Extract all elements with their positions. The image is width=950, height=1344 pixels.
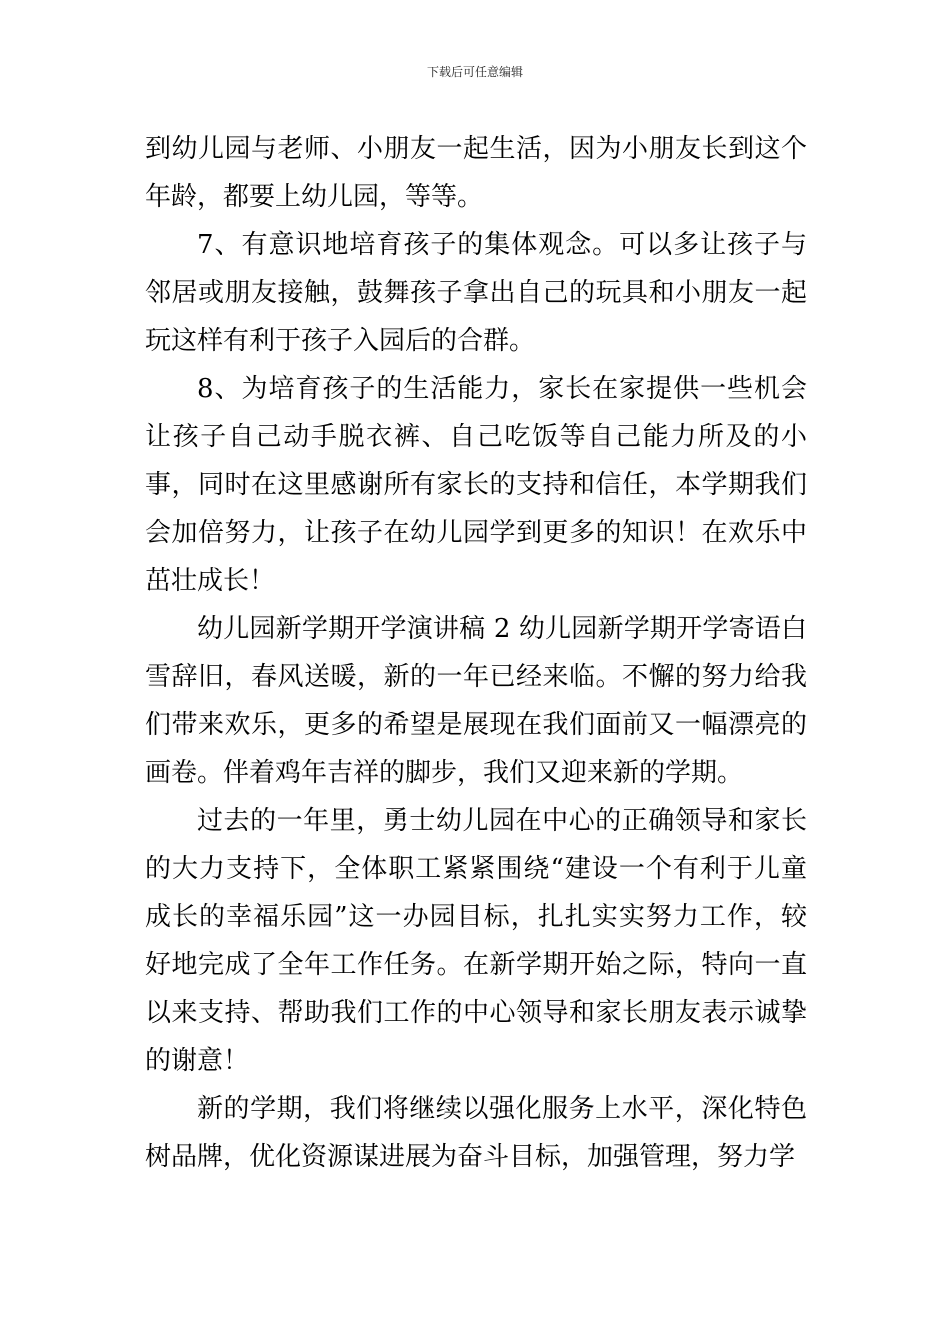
paragraph-5: 过去的一年里，勇士幼儿园在中心的正确领导和家长的大力支持下，全体职工紧紧围绕“建设一个有利于儿童成长的幸福乐园”这一办园目标，扎扎实实努力工作，较好地完成了全年工作任务。在新学期开始之际，特向一直以来支持、帮助我们工作的中心领导和家长朋友表示诚挚的谢意！: [145, 806, 807, 1076]
paragraph-4: 幼儿园新学期开学演讲稿 2 幼儿园新学期开学寄语白雪辞旧，春风送暖，新的一年已经来临。不懈的努力给我们带来欢乐，更多的希望是展现在我们面前又一幅漂亮的画卷。伴着鸡年吉祥的脚步，我们又迎来新的学期。: [145, 614, 807, 788]
paragraph-1: 到幼儿园与老师、小朋友一起生活，因为小朋友长到这个年龄，都要上幼儿园，等等。: [145, 134, 807, 212]
paragraph-6: 新的学期，我们将继续以强化服务上水平，深化特色树品牌，优化资源谋进展为奋斗目标，加强管理，努力学: [145, 1094, 807, 1172]
paragraph-3: 8、为培育孩子的生活能力，家长在家提供一些机会让孩子自己动手脱衣裤、自己吃饭等自己能力所及的小事，同时在这里感谢所有家长的支持和信任，本学期我们会加倍努力，让孩子在幼儿园学到更多的知识！在欢乐中茁壮成长！: [145, 374, 807, 596]
page-header: 下载后可任意编辑: [426, 65, 523, 79]
paragraph-2: 7、有意识地培育孩子的集体观念。可以多让孩子与邻居或朋友接触，鼓舞孩子拿出自己的玩具和小朋友一起玩这样有利于孩子入园后的合群。: [145, 230, 807, 356]
document-body: [145, 125, 807, 1181]
